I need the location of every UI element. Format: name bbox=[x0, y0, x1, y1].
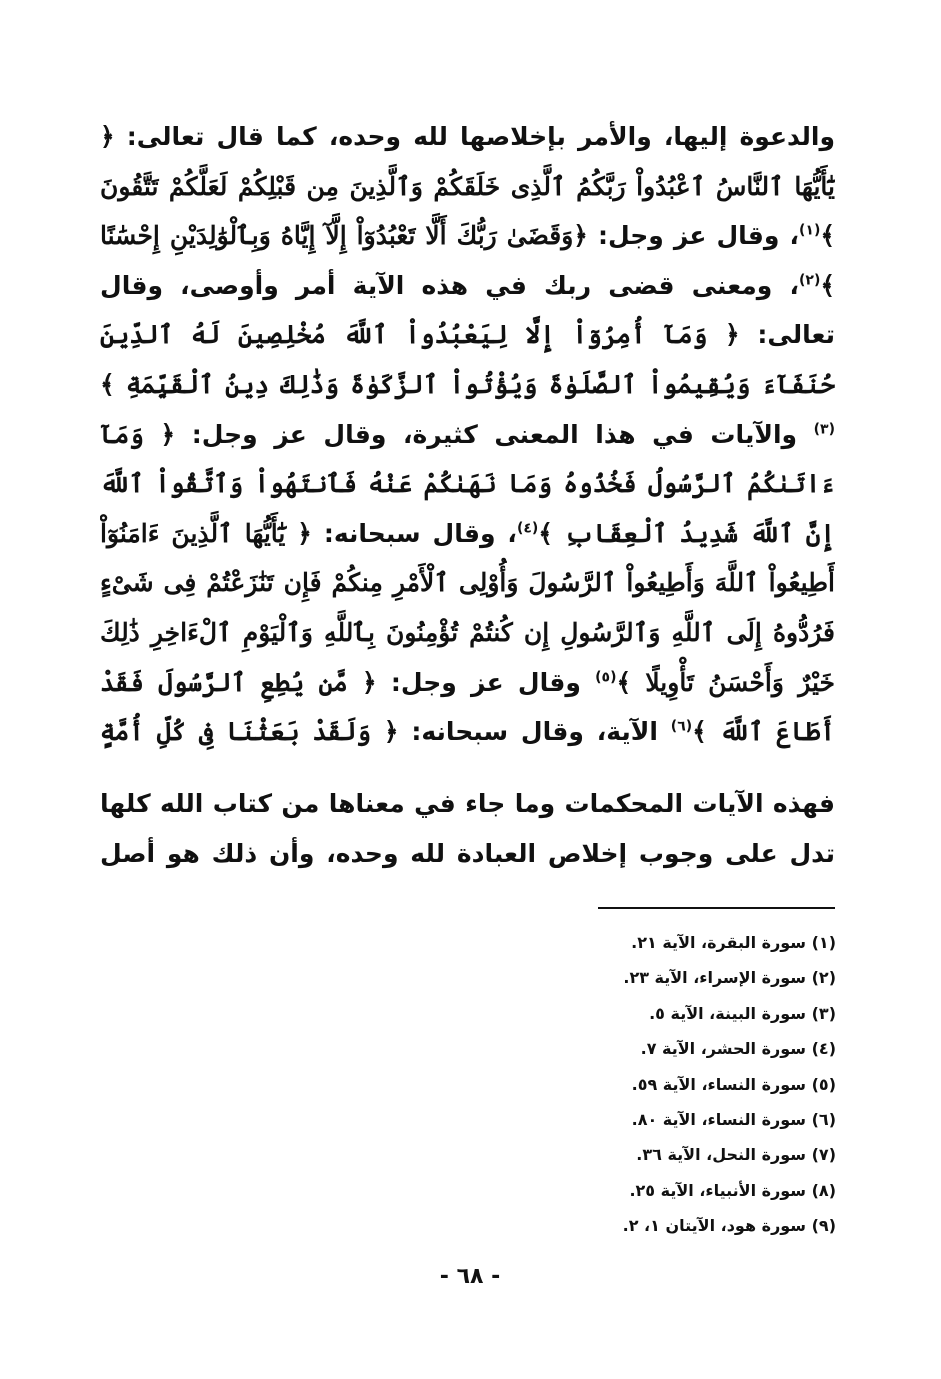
footnote-item: (٩) سورة هود، الآيتان ١، ٢. bbox=[622, 1216, 836, 1236]
text-segment: ، وقال عز وجل: bbox=[587, 221, 799, 251]
footnote-item: (٦) سورة النساء، الآية ٨٠. bbox=[631, 1109, 836, 1129]
paragraph-2: فهذه الآيات المحكمات وما جاء في معناها من كتاب الله كلها تدل على وجوب إخلاص العبادة لله وحده، وأن ذلك هو أصل bbox=[100, 789, 835, 868]
footnote-ref: (٢) bbox=[798, 272, 821, 289]
quran-verse: ﴿ يَٰٓأَيُّهَا ٱلنَّاسُ ٱعْبُدُواْ رَبَّكُمُ ٱلَّذِى خَلَقَكُمْ وَٱلَّذِينَ مِن قَبْلِكُمْ لَعَلَّكُمْ تَتَّقُونَ ﴾ bbox=[100, 122, 835, 251]
footnote-ref: (٤) bbox=[516, 520, 539, 537]
footnote-ref: (١) bbox=[798, 222, 821, 239]
text-segment: ، ومعنى قضى ربك في هذه الآية أمر وأوصى، وقال تعالى: bbox=[100, 270, 835, 350]
footnote-item: (٧) سورة النحل، الآية ٣٦. bbox=[636, 1145, 836, 1165]
quran-verse: ﴿ وَلَقَدْ بَعَثْنَا فِى كُلِّ أُمَّةٍ bbox=[100, 717, 399, 747]
main-text bbox=[100, 112, 835, 879]
footnote-item: (٢) سورة الإسراء، الآية ٢٣. bbox=[623, 968, 836, 988]
footnote-ref: (٥) bbox=[595, 669, 617, 686]
quran-verse: ﴿ وَمَآ ءَاتَىٰكُمُ ٱلرَّسُولُ فَخُذُوهُ وَمَا نَهَىٰكُمْ عَنْهُ فَٱنتَهُواْ وَٱتَّقُواْ ٱللَّهَ إِنَّ ٱللَّهَ شَدِيدُ ٱلْعِقَابِ ﴾ bbox=[100, 419, 835, 548]
footnote-item: (٥) سورة النساء، الآية ٥٩. bbox=[631, 1074, 836, 1094]
text-segment: والدعوة إليها، والأمر بإخلاصها لله وحده، كما قال تعالى: bbox=[114, 122, 835, 151]
quran-verse: ﴿ وَمَآ أُمِرُوٓاْ إِلَّا لِيَعْبُدُواْ ٱللَّهَ مُخْلِصِينَ لَهُ ٱلدِّينَ حُنَفَآءَ وَيُقِيمُواْ ٱلصَّلَوٰةَ وَيُؤْتُواْ ٱلزَّكَوٰةَ وَذَٰلِكَ دِينُ ٱلْقَيِّمَةِ ﴾ bbox=[100, 320, 835, 399]
footnotes-list bbox=[440, 925, 836, 1244]
quran-verse: ﴿ يَٰٓأَيُّهَا ٱلَّذِينَ ءَامَنُوٓاْ أَطِيعُواْ ٱللَّهَ وَأَطِيعُواْ ٱلرَّسُولَ وَأُوْلِى ٱلْأَمْرِ مِنكُمْ فَإِن تَنَٰزَعْتُمْ فِى شَىْءٍ فَرُدُّوهُ إِلَى ٱللَّهِ وَٱلرَّسُولِ إِن كُنتُمْ تُؤْمِنُونَ بِٱللَّهِ وَٱلْيَوْمِ ٱلْءَاخِرِ ذَٰلِكَ خَيْرٌ وَأَحْسَنُ تَأْوِيلًا ﴾ bbox=[100, 518, 835, 697]
footnote-item: (٣) سورة البينة، الآية ٥. bbox=[649, 1003, 836, 1023]
text-segment: ، وقال سبحانه: bbox=[311, 518, 517, 548]
footnote-item: (٤) سورة الحشر، الآية ٧. bbox=[640, 1039, 836, 1059]
footnote-item: (١) سورة البقرة، الآية ٢١. bbox=[631, 933, 836, 952]
footnote-divider bbox=[598, 907, 835, 909]
text-segment: الآية، وقال سبحانه: bbox=[398, 717, 671, 747]
text-segment: والآيات في هذا المعنى كثيرة، وقال عز وجل: bbox=[175, 419, 814, 449]
quran-verse: ﴿ مَّن يُطِعِ ٱلرَّسُولَ فَقَدْ أَطَاعَ ٱللَّهَ ﴾ bbox=[100, 667, 835, 747]
quran-verse: ﴿وَقَضَىٰ رَبُّكَ أَلَّا تَعْبُدُوٓاْ إِلَّآ إِيَّاهُ وَبِٱلْوَٰلِدَيْنِ إِحْسَٰنًا ﴾ bbox=[100, 221, 835, 300]
footnote-ref: (٣) bbox=[813, 421, 835, 438]
paragraph-1 bbox=[100, 112, 835, 757]
text-segment: وقال عز وجل: bbox=[376, 667, 596, 697]
page-number: - ٦٨ - bbox=[439, 1264, 501, 1289]
footnote-ref: (٦) bbox=[670, 718, 693, 735]
footnote-item: (٨) سورة الأنبياء، الآية ٢٥. bbox=[629, 1180, 836, 1200]
